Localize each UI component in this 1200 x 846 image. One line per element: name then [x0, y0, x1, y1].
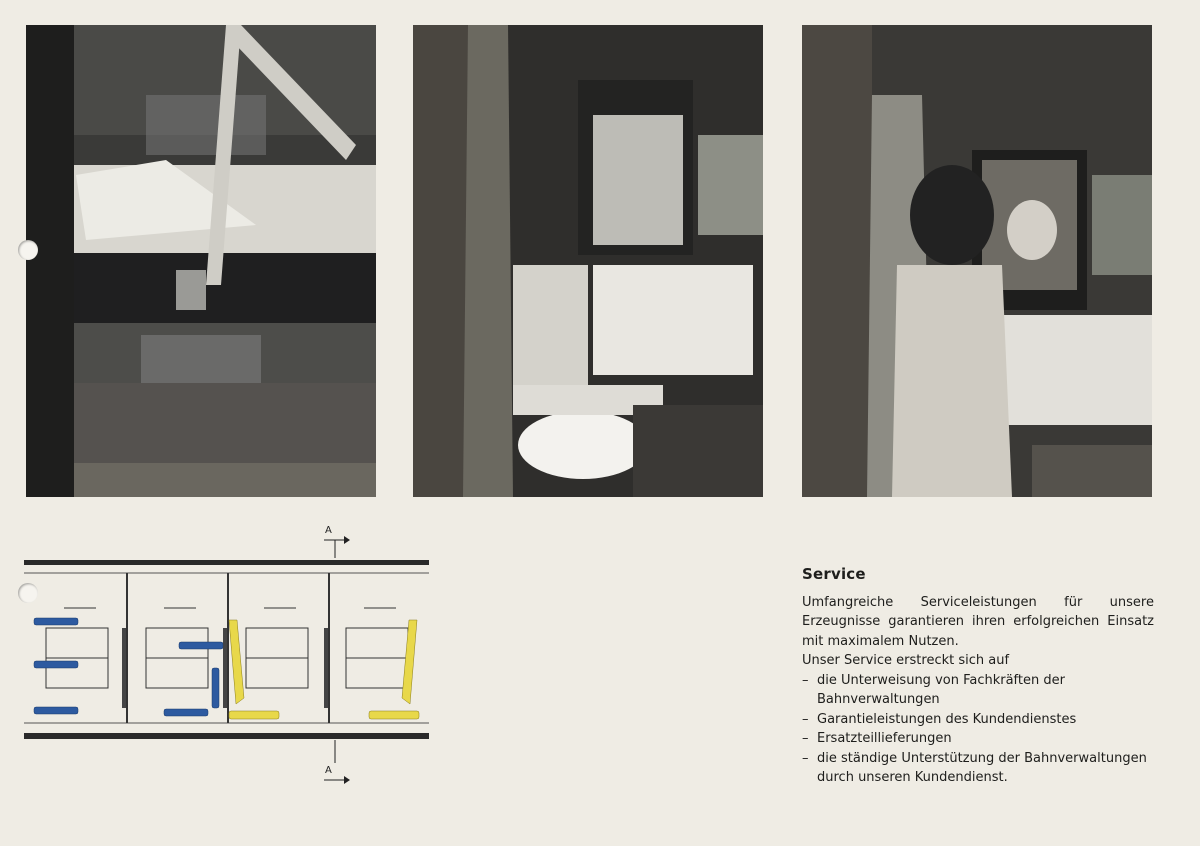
floor-plan-drawing [24, 518, 429, 788]
service-title: Service [802, 565, 866, 583]
photo-woman-at-mirror-image [802, 25, 1152, 497]
photo-sleeper-bunks-image [26, 25, 376, 497]
compartment-floor-plan [24, 518, 429, 788]
service-item: – die ständige Unterstützung der Bahnverwaltungen durch unseren Kundendienst. [802, 749, 1154, 788]
service-item: – Garantieleistungen des Kundendienstes [802, 710, 1154, 730]
service-item: – Ersatzteillieferungen [802, 729, 1154, 749]
service-intro: Umfangreiche Serviceleistungen für unsere Erzeugnisse garantieren ihren erfolgreichen Einsatz mit maximalem Nutzen. [802, 594, 1154, 649]
service-list [802, 671, 1154, 788]
photo-washbasin-image [413, 25, 763, 497]
punch-hole-top [18, 240, 38, 260]
service-lead: Unser Service erstreckt sich auf [802, 653, 1010, 668]
photo-sleeper-bunks [26, 25, 376, 497]
section-marker-top: A [325, 525, 332, 536]
section-marker-bottom: A [325, 765, 332, 776]
photo-washbasin [413, 25, 763, 497]
photo-woman-at-mirror [802, 25, 1152, 497]
service-item: – die Unterweisung von Fachkräften der Bahnverwaltungen [802, 671, 1154, 710]
service-section [802, 565, 1154, 788]
